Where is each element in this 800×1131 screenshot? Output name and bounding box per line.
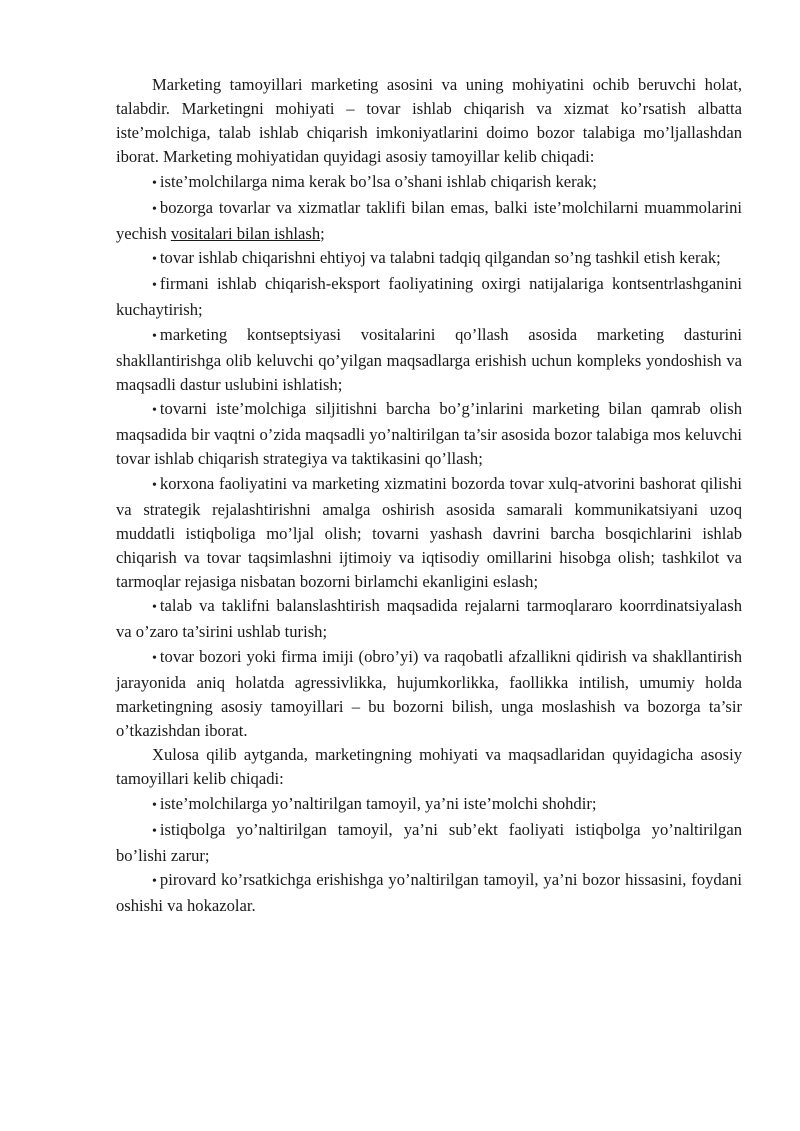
intro-paragraph: Marketing tamoyillari marketing asosini va uning mohiyatini ochib beruvchi holat, talabdir. Marketingni mohiyati – tovar ishlab chiqarish va xizmat ko’rsatish albatta iste’molchiga, talab ishlab chiqarish imkoniyatlarini doimo bozor talabiga mo’ljallashdan iborat. Marketing mohiyatidan quyidagi asosiy tamoyillar kelib chiqadi: <box>116 75 742 167</box>
underlined-link[interactable]: vositalari bilan ishlash <box>170 223 321 243</box>
list-item <box>116 323 742 397</box>
bullet-icon: • <box>152 252 157 268</box>
bullet-icon: • <box>152 201 157 217</box>
bullet-icon: • <box>152 797 157 813</box>
list-item-text: pirovard ko’rsatkichga erishishga yo’naltirilgan tamoyil, ya’ni bozor hissasini, foydani oshishi va hokazolar. <box>116 870 742 916</box>
bullet-icon: • <box>152 403 157 419</box>
list-item <box>116 397 742 471</box>
list-item-text: tovar ishlab chiqarishni ehtiyoj va talabni tadqiq qilgandan so’ng tashkil etish kerak; <box>159 248 721 268</box>
list-item-text: talab va taklifni balanslashtirish maqsadida rejalarni tarmoqlararo koorrdinatsiyalash va o’zaro ta’sirini ushlab turish; <box>116 596 742 642</box>
list-item <box>116 170 742 196</box>
list-item <box>116 272 742 322</box>
bullet-icon: • <box>152 328 157 344</box>
document-page <box>116 73 742 918</box>
conclusion-paragraph: Xulosa qilib aytganda, marketingning mohiyati va maqsadlaridan quyidagicha asosiy tamoyillari kelib chiqadi: <box>116 745 742 789</box>
list-item <box>116 792 742 818</box>
list-item <box>116 246 742 272</box>
bullet-icon: • <box>152 175 157 191</box>
list-item <box>116 868 742 918</box>
list-item-text: istiqbolga yo’naltirilgan tamoyil, ya’ni sub’ekt faoliyati istiqbolga yo’naltirilgan bo’lishi zarur; <box>116 819 742 865</box>
list-item <box>116 472 742 595</box>
bullet-icon: • <box>152 874 157 889</box>
list-item-text: iste’molchilarga yo’naltirilgan tamoyil, ya’ni iste’molchi shohdir; <box>159 793 597 813</box>
bullet-icon: • <box>152 650 157 666</box>
list-item <box>116 196 742 246</box>
list-item <box>116 645 742 744</box>
list-item <box>116 818 742 868</box>
list-item-text: ; <box>320 223 325 243</box>
list-item-text: marketing kontseptsiyasi vositalarini qo’llash asosida marketing dasturini shakllantirishga olib keluvchi qo’yilgan maqsadlarga erishish uchun kompleks yondoshish va maqsadli dastur uslubini ishlatish; <box>116 324 742 394</box>
list-item-text: tovarni iste’molchiga siljitishni barcha bo’g’inlarini marketing bilan qamrab olish maqsadida bir vaqtni o’zida maqsadli yo’naltirilgan ta’sir asosida bozor talabiga mos keluvchi tovar ishlab chiqarish strategiya va taktikasini qo’llash; <box>116 399 742 469</box>
list-item-text: iste’molchilarga nima kerak bo’lsa o’shani ishlab chiqarish kerak; <box>159 171 597 191</box>
list-item-text: bozorga tovarlar va xizmatlar taklifi bilan emas, balki iste’molchilarni muammolarini yechish <box>116 197 742 243</box>
list-item-text: firmani ishlab chiqarish-eksport faoliyatining oxirgi natijalariga kontsentrlashganini kuchaytirish; <box>116 274 742 320</box>
bullet-icon: • <box>152 823 157 839</box>
bullet-icon: • <box>152 600 157 616</box>
bullet-icon: • <box>152 278 157 294</box>
bullet-icon: • <box>152 477 157 493</box>
list-item-text: korxona faoliyatini va marketing xizmatini bozorda tovar xulq-atvorini bashorat qilishi va strategik rejalashtirishni amalga oshirish asosida samarali kommunikatsiyani uzoq muddatli istiqboliga mo’ljal olish; tovarni yashash davrini barcha bosqichlarini ishlab chiqarish va tovar taqsimlashni ijtimoiy va iqtisodiy omillarini hisobga olish; tashkilot va tarmoqlar rejasiga nisbatan bozorni birlamchi ekanligini eslash; <box>116 473 742 592</box>
list-item <box>116 594 742 644</box>
list-item-text: tovar bozori yoki firma imiji (obro’yi) va raqobatli afzallikni qidirish va shakllantirish jarayonida aniq holatda agressivlikka, hujumkorlikka, faollikka intilish, umumiy holda marketingning asosiy tamoyillari – bu bozorni bilish, unga moslashish va bozorga ta’sir o’tkazishdan iborat. <box>116 646 742 741</box>
